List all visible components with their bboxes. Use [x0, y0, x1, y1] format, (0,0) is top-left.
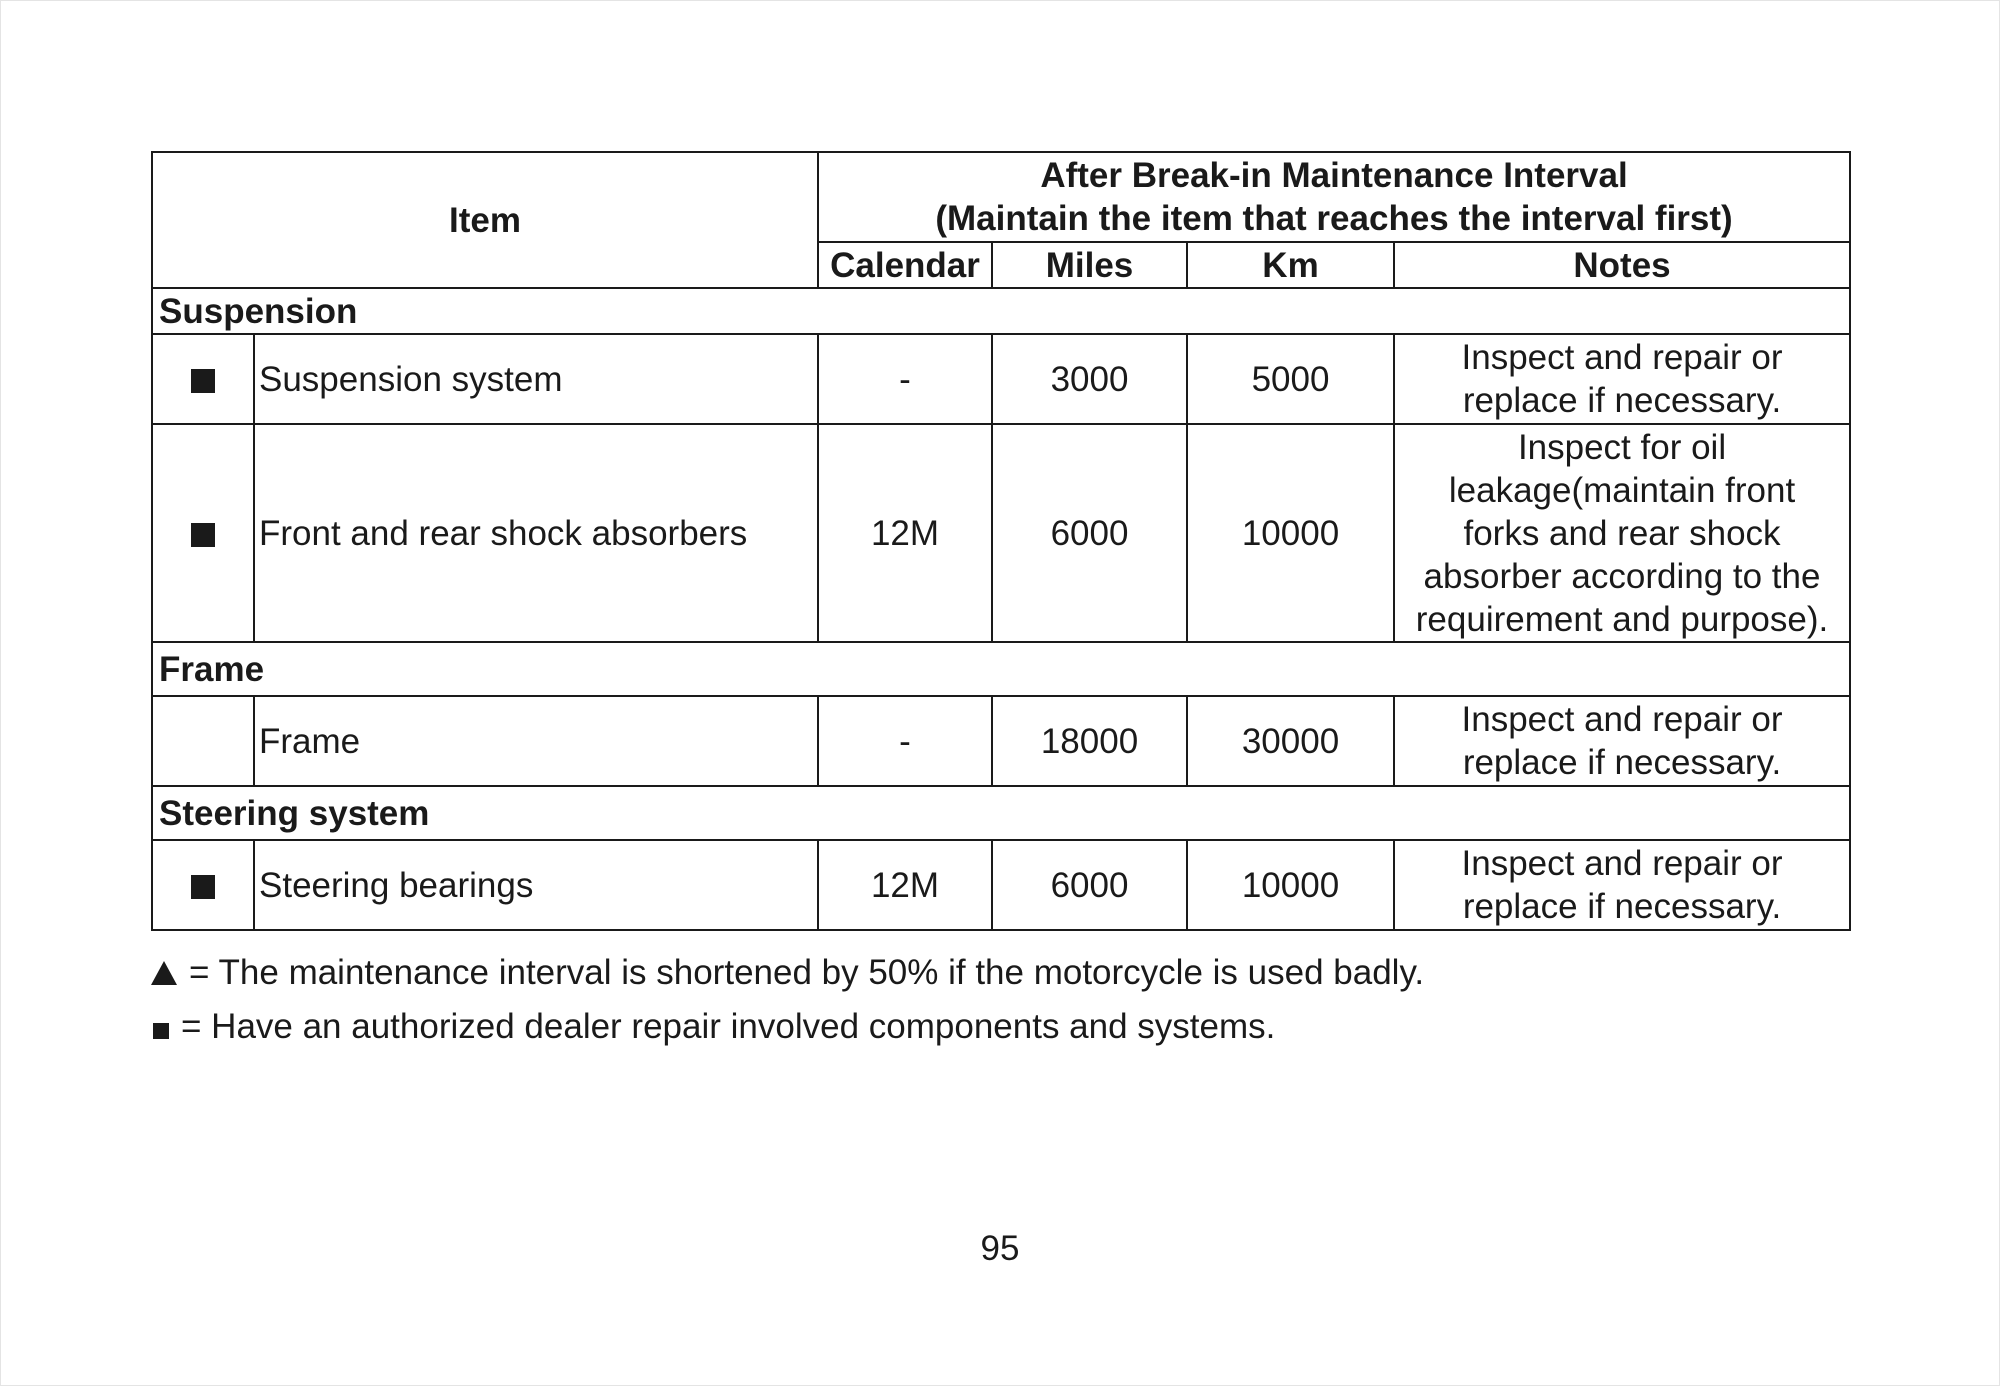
table-row: [152, 696, 1850, 786]
row-item: Steering bearings: [254, 840, 818, 930]
row-miles: 6000: [992, 840, 1187, 930]
maintenance-table: [151, 151, 1851, 931]
row-notes: [1394, 424, 1850, 642]
row-marker: [152, 424, 254, 642]
row-item: Frame: [254, 696, 818, 786]
header-interval-title: After Break-in Maintenance Interval: [1040, 156, 1628, 195]
header-interval-subtitle: (Maintain the item that reaches the interval first): [935, 199, 1733, 238]
section-row: [152, 786, 1850, 840]
row-marker: [152, 696, 254, 786]
section-row: [152, 288, 1850, 334]
header-km: Km: [1187, 242, 1394, 288]
row-notes: [1394, 334, 1850, 424]
table-row: [152, 840, 1850, 930]
row-miles: 6000: [992, 424, 1187, 642]
row-notes-line: Inspect for oil: [1517, 427, 1727, 467]
legend-triangle: [151, 952, 1424, 994]
row-km: 10000: [1187, 840, 1394, 930]
page-number: 95: [980, 1229, 1020, 1268]
row-notes-line: leakage(maintain front: [1448, 470, 1796, 510]
row-notes-line: replace if necessary.: [1462, 381, 1782, 420]
row-notes: [1394, 696, 1850, 786]
row-notes-line: replace if necessary.: [1462, 743, 1782, 782]
row-notes-line: Inspect and repair or: [1461, 338, 1783, 377]
header-item: Item: [152, 152, 818, 288]
row-miles: 3000: [992, 334, 1187, 424]
header-miles: Miles: [992, 242, 1187, 288]
section-title-suspension: Suspension: [152, 288, 1850, 334]
row-notes-line: replace if necessary.: [1462, 887, 1782, 926]
row-km: 5000: [1187, 334, 1394, 424]
row-calendar: 12M: [818, 424, 992, 642]
legend-square-text: = Have an authorized dealer repair involved components and systems.: [181, 1007, 1276, 1046]
table-row: [152, 424, 1850, 642]
row-km: 10000: [1187, 424, 1394, 642]
row-miles: 18000: [992, 696, 1187, 786]
header-calendar: Calendar: [818, 242, 992, 288]
row-notes-line: Inspect and repair or: [1461, 844, 1783, 883]
header-notes: Notes: [1394, 242, 1850, 288]
square-bullet-icon: [191, 875, 215, 899]
row-notes-line: absorber according to the: [1423, 556, 1821, 596]
row-km: 30000: [1187, 696, 1394, 786]
row-notes-line: Inspect and repair or: [1461, 700, 1783, 739]
row-notes: [1394, 840, 1850, 930]
row-calendar: -: [818, 334, 992, 424]
header-interval: [818, 152, 1850, 242]
row-item: Front and rear shock absorbers: [254, 424, 818, 642]
row-notes-line: forks and rear shock: [1463, 513, 1781, 553]
row-marker: [152, 840, 254, 930]
triangle-icon: [151, 961, 177, 985]
section-title-steering: Steering system: [152, 786, 1850, 840]
legend-triangle-text: = The maintenance interval is shortened by 50% if the motorcycle is used badly.: [189, 953, 1425, 992]
row-calendar: -: [818, 696, 992, 786]
row-calendar: 12M: [818, 840, 992, 930]
square-bullet-icon: [191, 523, 215, 547]
square-icon: [153, 1023, 169, 1039]
row-item: Suspension system: [254, 334, 818, 424]
section-row: [152, 642, 1850, 696]
section-title-frame: Frame: [152, 642, 1850, 696]
square-bullet-icon: [191, 369, 215, 393]
legend-square: [151, 1006, 1275, 1048]
table-row: [152, 334, 1850, 424]
row-notes-line: requirement and purpose).: [1415, 599, 1829, 639]
row-marker: [152, 334, 254, 424]
